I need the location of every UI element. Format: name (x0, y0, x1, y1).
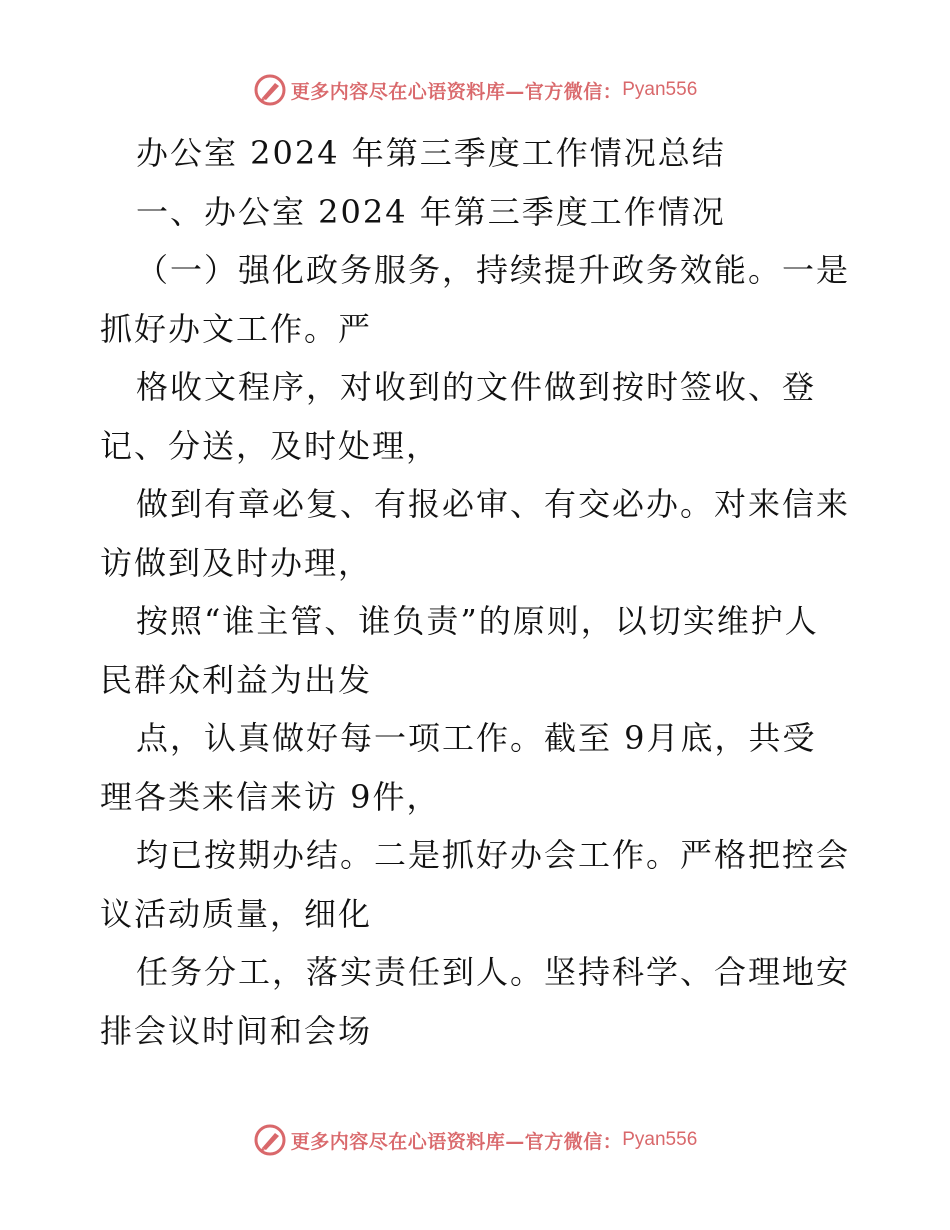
watermark-text: 更多内容尽在心语资料库—官方微信： (290, 1130, 623, 1153)
text-line: （一）强化政务服务，持续提升政务效能。一是 (136, 251, 851, 289)
text-line: 按照“谁主管、谁负责”的原则，以切实维护人 (136, 602, 819, 640)
watermark-handle: Pyan556 (622, 1129, 698, 1150)
text-line: 理各类来信来访 9件， (100, 777, 441, 816)
pen-logo-icon (253, 1123, 287, 1157)
text-line: 格收文程序，对收到的文件做到按时签收、登 (136, 368, 817, 406)
text-line: 排会议时间和会场 (100, 1011, 373, 1050)
text-line: 做到有章必复、有报必审、有交必办。对来信来 (136, 485, 851, 523)
text-line: 一、办公室 2024 年第三季度工作情况 (136, 192, 726, 231)
watermark-text: 更多内容尽在心语资料库—官方微信： (290, 80, 623, 103)
pen-logo-icon (253, 73, 287, 107)
text-line: 访做到及时办理， (100, 543, 373, 582)
text-line: 均已按期办结。二是抓好办会工作。严格把控会 (136, 836, 851, 874)
text-line: 抓好办文工作。严 (100, 309, 373, 348)
footer-watermark (0, 1120, 950, 1160)
text-line: 议活动质量，细化 (100, 894, 373, 933)
header-watermark (0, 70, 950, 110)
text-line: 任务分工，落实责任到人。坚持科学、合理地安 (136, 953, 851, 991)
text-line: 点，认真做好每一项工作。截至 9月底，共受 (136, 719, 817, 757)
text-line: 办公室 2024 年第三季度工作情况总结 (136, 134, 726, 172)
text-line: 民群众利益为出发 (100, 660, 373, 699)
text-line: 记、分送，及时处理， (100, 426, 441, 465)
watermark-handle: Pyan556 (622, 79, 698, 100)
document-body (100, 124, 860, 1060)
